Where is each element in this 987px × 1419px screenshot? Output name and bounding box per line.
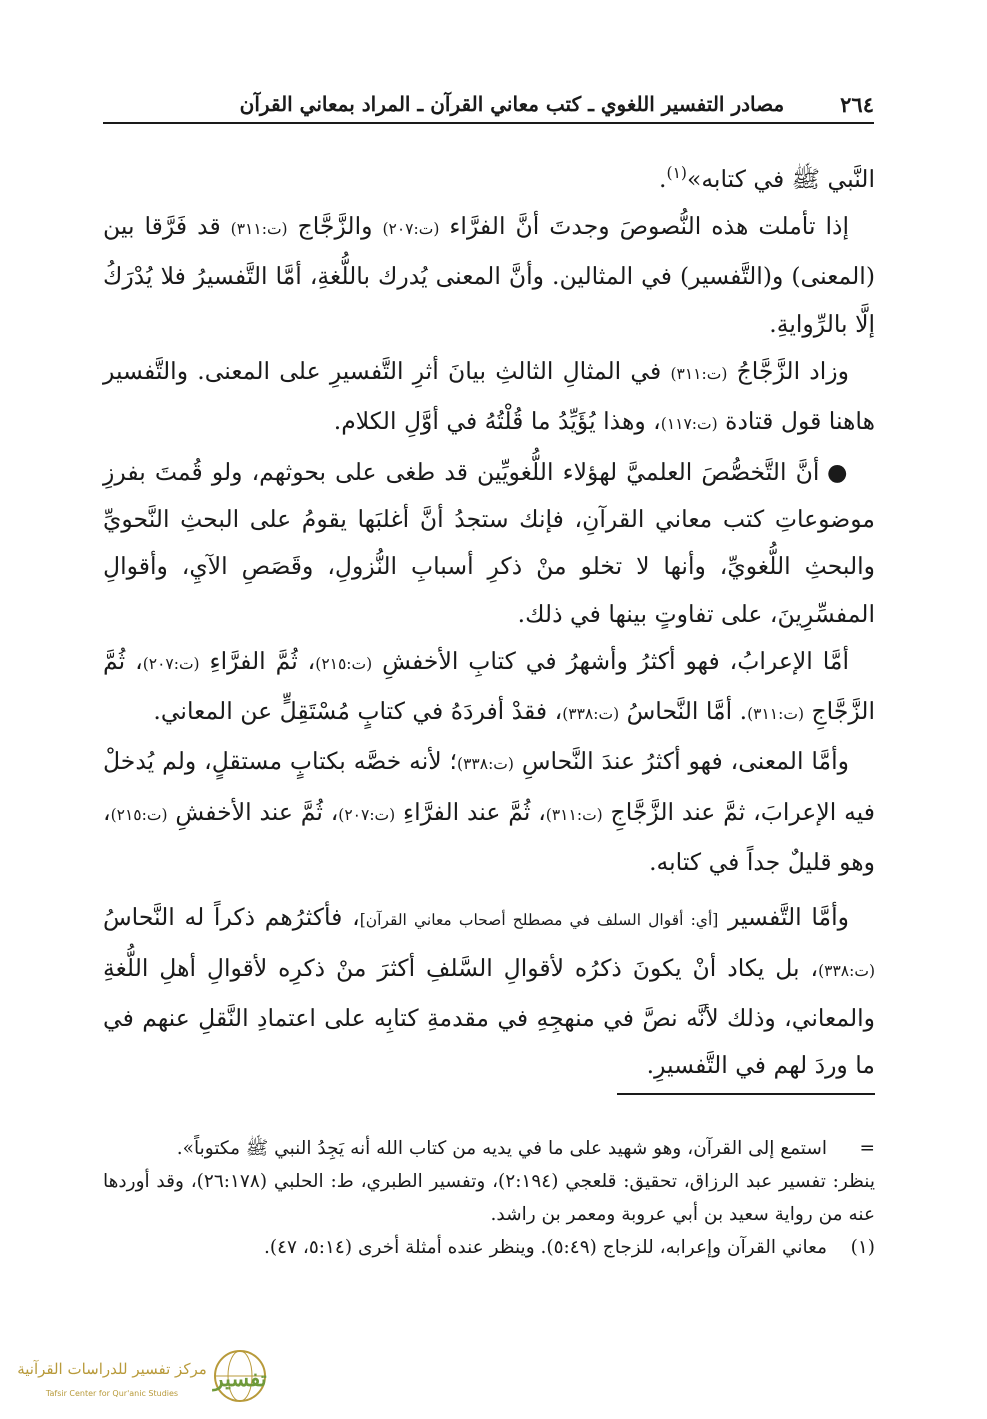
- paragraph-2: إذا تأملت هذه النُّصوصَ وجدتَ أنَّ الفرَّاء (ت:٢٠٧) والزَّجَّاج (ت:٣١١) قد فَرَّقا بين (المعنى) و(التَّفسير) في المثالين. وأنَّ المعنى يُدرك باللُّغةِ، أمَّا التَّفسيرُ فلا يُدْرَكُ إلَّا بالرِّوايةِ.: [103, 212, 875, 338]
- paragraph-3: وزاد الزَّجَّاجُ (ت:٣١١) في المثالِ الثالثِ بيانَ أثرِ التَّفسيرِ على المعنى. والتَّفسير هاهنا قول قتادة (ت:١١٧)، وهذا يُؤَيِّدُ ما قُلْتُهُ في أوَّلِ الكلام.: [103, 357, 875, 436]
- death-date: (ت:٣٣٨): [818, 961, 875, 980]
- footnote-divider: [617, 1093, 875, 1095]
- death-date: (ت:٣٣٨): [457, 755, 514, 774]
- footnotes: [103, 1132, 875, 1264]
- death-date: (ت:٢٠٧): [338, 805, 396, 824]
- footnote-ref-1: (١): [666, 164, 687, 182]
- death-date: (ت:٢١٥): [315, 654, 373, 673]
- death-date: (ت:٢٠٧): [382, 220, 440, 239]
- publisher-logo: [0, 1340, 270, 1416]
- logo-arabic-name: مركز تفسير للدراسات القرآنية: [17, 1360, 207, 1378]
- footnote-1-text: معاني القرآن وإعرابه، للزجاج (٥:٤٩). وينظر عنده أمثلة أخرى (٥:١٤، ٤٧).: [263, 1237, 827, 1258]
- running-header: [103, 86, 874, 124]
- footnote-1: [103, 1231, 875, 1264]
- death-date: (ت:٢١٥): [110, 805, 168, 824]
- page-number: ٢٦٤: [840, 91, 874, 117]
- tafsir-center-logo-icon: [0, 1340, 270, 1416]
- footnote-continuation-text: استمع إلى القرآن، وهو شهيد على ما في يديه من كتاب الله أنه يَجِدُ النبي ﷺ مكتوباً».: [176, 1138, 827, 1159]
- editorial-note: [أي: أقوال السلف في مصطلح أصحاب معاني القرآن]: [359, 911, 719, 930]
- death-date: (ت:١١٧): [660, 415, 718, 434]
- bullet: ●: [826, 457, 849, 486]
- paragraph-6: وأمَّا المعنى، فهو أكثرُ عندَ النَّحاسِ (ت:٣٣٨)؛ لأنه خصَّه بكتابٍ مستقلٍ، ولم يُدخلْ فيه الإعرابَ، ثمَّ عند الزَّجَّاجِ (ت:٣١١)، ثُمَّ عند الفرَّاءِ (ت:٢٠٧)، ثُمَّ عند الأخفشِ (ت:٢١٥)، وهو قليلٌ جداً في كتابه.: [103, 747, 875, 876]
- death-date: (ت:٣١١): [230, 220, 288, 239]
- logo-word: تفسير: [213, 1366, 267, 1391]
- paragraph-5: أمَّا الإعرابُ، فهو أكثرُ وأشهرُ في كتابِ الأخفشِ (ت:٢١٥)، ثُمَّ الفرَّاءِ (ت:٢٠٧)، ثُمَّ الزَّجَّاجِ (ت:٣١١). أمَّا النَّحاسُ (ت:٣٣٨)، فقدْ أفردَهُ في كتابٍ مُسْتَقِلٍّ عن المعاني.: [103, 646, 875, 726]
- death-date: (ت:٣١١): [545, 805, 603, 824]
- paragraph-7: وأمَّا التَّفسير [أي: أقوال السلف في مصطلح أصحاب معاني القرآن]، فأكثرُهم ذكراً له النَّحاسُ (ت:٣٣٨)، بل يكاد أنْ يكونَ ذكرُه لأقوالِ السَّلفِ أكثرَ منْ ذكرِه لأقوالِ أهلِ اللُّغةِ والمعاني، وذلك لأنَّه نصَّ في منهجِهِ في مقدمةِ كتابِه على اعتمادِ النَّقلِ عنهم في ما وردَ لهم في التَّفسيرِ.: [103, 903, 875, 1080]
- death-date: (ت:٣١١): [670, 365, 728, 384]
- paragraph-4: ● أنَّ التَّخصُّصَ العلميَّ لهؤلاء اللُّغويِّين قد طغى على بحوثهم، ولو قُمتَ بفرزِ موضوعاتِ كتب معاني القرآنِ، فإنك ستجدُ أنَّ أغلبَها يقومُ على البحثِ النَّحويِّ والبحثِ اللُّغويِّ، وأنها لا تخلو منْ ذكرِ أسبابِ النُّزولِ، وقَصَصِ الآيِ، وأقوالِ المفسِّرِينَ، على تفاوتٍ بينها في ذلك.: [103, 457, 875, 628]
- paragraph-1: النَّبي ﷺ في كتابه»$^{(١)}$.: [659, 164, 875, 193]
- footnote-references: ينظر: تفسير عبد الرزاق، تحقيق: قلعجي (٢:١٩٤)، وتفسير الطبري، ط: الحلبي (٢٦:١٧٨)، وقد أوردها عنه من رواية سعيد بن أبي عروبة ومعمر بن راشد.: [103, 1171, 875, 1225]
- logo-english-name: Tafsir Center for Qur'anic Studies: [45, 1389, 179, 1398]
- death-date: (ت:٣١١): [747, 705, 805, 724]
- continuation-mark: =: [859, 1138, 875, 1159]
- header-title: مصادر التفسير اللغوي ـ كتب معاني القرآن ـ المراد بمعاني القرآن: [239, 92, 785, 116]
- footnote-continuation: [103, 1132, 875, 1165]
- death-date: (ت:٢٠٧): [142, 654, 200, 673]
- death-date: (ت:٣٣٨): [562, 705, 620, 724]
- main-text: [103, 150, 875, 1089]
- footnote-1-mark: (١): [850, 1237, 875, 1258]
